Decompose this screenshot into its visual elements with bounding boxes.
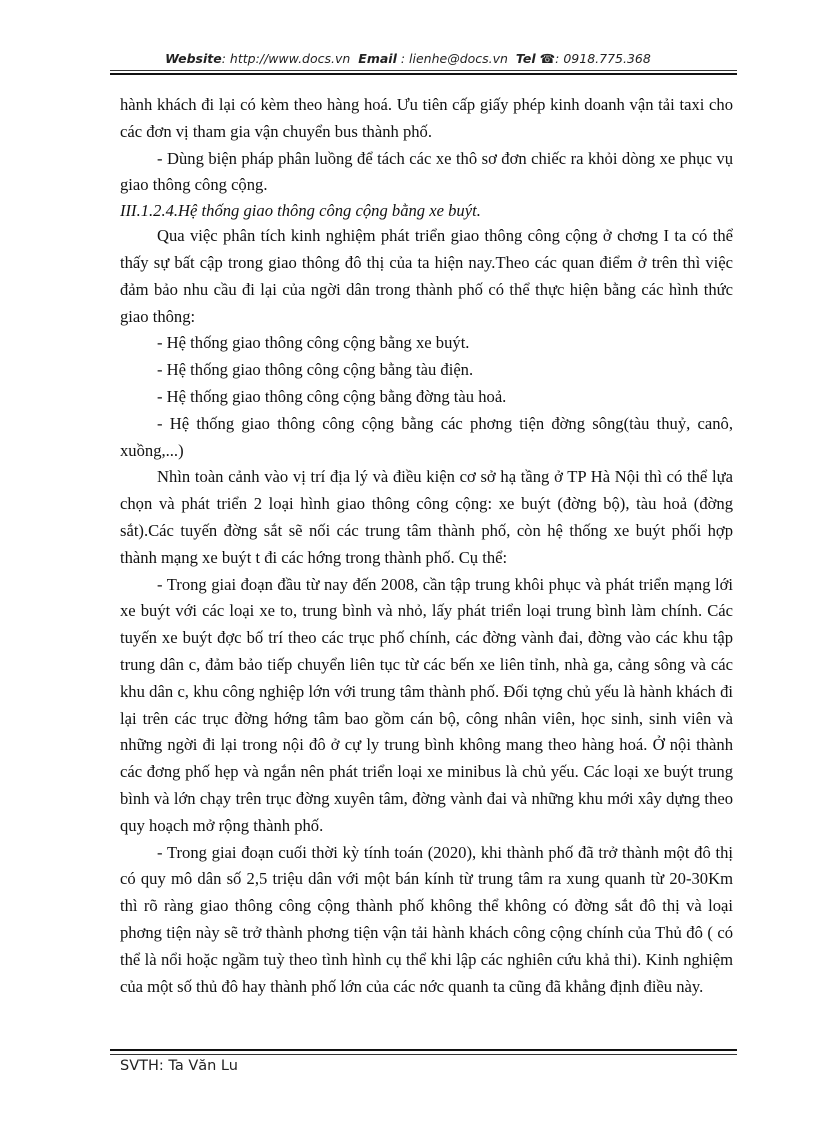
bullet-item: - Hệ thống giao thông công cộng bằng các phơng tiện đờng sông(tàu thuỷ, canô, xuồng,...): [120, 413, 733, 460]
phone-icon: ☎: [539, 51, 556, 66]
website-label: Website: [165, 51, 222, 66]
email-value: : lienhe@docs.vn: [400, 51, 508, 66]
bullet-item: - Hệ thống giao thông công cộng bằng tàu điện.: [157, 360, 474, 380]
footer-rule-thin: [110, 1054, 737, 1055]
header-rule-thin: [110, 70, 737, 71]
page-footer: SVTH: Ta Văn Lu: [120, 1058, 238, 1074]
body-paragraph: - Trong giai đoạn cuối thời kỳ tính toán (2020), khi thành phố đã trở thành một đô thị có quy mô dân số 2,5 triệu dân với một bán kính từ trung tâm ra xung quanh từ 20-30Km thì rõ ràng giao thông công cộng thành phố không thể không có đờng sắt đô thị và loại phơng tiện này sẽ trở thành phơng tiện vận tải hành khách công cộng chính của Thủ đô ( có thể là nổi hoặc ngầm tuỳ theo tình hình cụ thể khi lập các nghiên cứu khả thi). Kinh nghiệm của một số thủ đô hay thành phố lớn của các nớc quanh ta cũng đã khẳng định điều này.: [120, 842, 733, 996]
website-value: : http://www.docs.vn: [221, 51, 351, 66]
body-paragraph: - Trong giai đoạn đầu từ nay đến 2008, cần tập trung khôi phục và phát triển mạng lới xe buýt với các loại xe to, trung bình và nhỏ, lấy phát triển loại trung bình làm chính. Các tuyến xe buýt đợc bố trí theo các trục phố chính, các đờng vành đai, đờng vào các khu tập trung dân c, đảm bảo tiếp chuyển liên tục từ các bến xe liên tỉnh, nhà ga, cảng sông và các khu dân c, khu công nghiệp lớn với trung tâm thành phố. Đối tợng chủ yếu là hành khách đi lại trên các trục đờng hớng tâm bao gồm cán bộ, công nhân viên, học sinh, sinh viên và những ngời đi lại trong nội đô ở cự ly trung bình không mang theo hàng hoá. Ở nội thành các đơng phố hẹp và ngắn nên phát triển loại xe minibus là chủ yếu. Các loại xe buýt trung bình và lớn chạy trên trục đờng xuyên tâm, đờng vành đai và những khu mới xây dựng theo quy hoạch mở rộng thành phố.: [120, 574, 733, 835]
bullet-item: - Hệ thống giao thông công cộng bằng xe buýt.: [157, 333, 470, 353]
body-paragraph: Qua việc phân tích kinh nghiệm phát triển giao thông công cộng ở chơng I ta có thể thấy sự bất cập trong giao thông đô thị của ta hiện nay.Theo các quan điểm ở trên thì việc đảm bảo nhu cầu đi lại của ngời dân trong thành phố có thể thực hiện bằng các hình thức giao thông:: [120, 226, 733, 326]
tel-value: : 0918.775.368: [555, 51, 651, 66]
body-paragraph: Nhìn toàn cảnh vào vị trí địa lý và điều kiện cơ sở hạ tầng ở TP Hà Nội thì có thể lựa chọn và phát triển 2 loại hình giao thông công cộng: xe buýt (đờng bộ), tàu hoả (đờng sắt).Các tuyến đờng sắt sẽ nối các trung tâm thành phố, còn hệ thống xe buýt phối hợp thành mạng xe buýt t đi các hớng trong thành phố. Cụ thể:: [120, 467, 733, 567]
section-heading: III.1.2.4.Hệ thống giao thông công cộng bằng xe buýt.: [120, 201, 481, 221]
bullet-item: - Hệ thống giao thông công cộng bằng đờng tàu hoả.: [157, 386, 507, 406]
body-paragraph: - Dùng biện pháp phân luồng để tách các xe thô sơ đơn chiếc ra khỏi dòng xe phục vụ giao thông công cộng.: [120, 148, 733, 195]
tel-label: Tel: [515, 51, 536, 66]
document-body: [120, 92, 733, 1000]
body-paragraph: hành khách đi lại có kèm theo hàng hoá. Ưu tiên cấp giấy phép kinh doanh vận tải taxi cho các đơn vị tham gia vận chuyển bus thành phố.: [120, 95, 733, 141]
header-rule-thick: [110, 73, 737, 75]
page-header: [0, 51, 816, 66]
footer-rule-thick: [110, 1049, 737, 1051]
email-label: Email: [358, 51, 397, 66]
